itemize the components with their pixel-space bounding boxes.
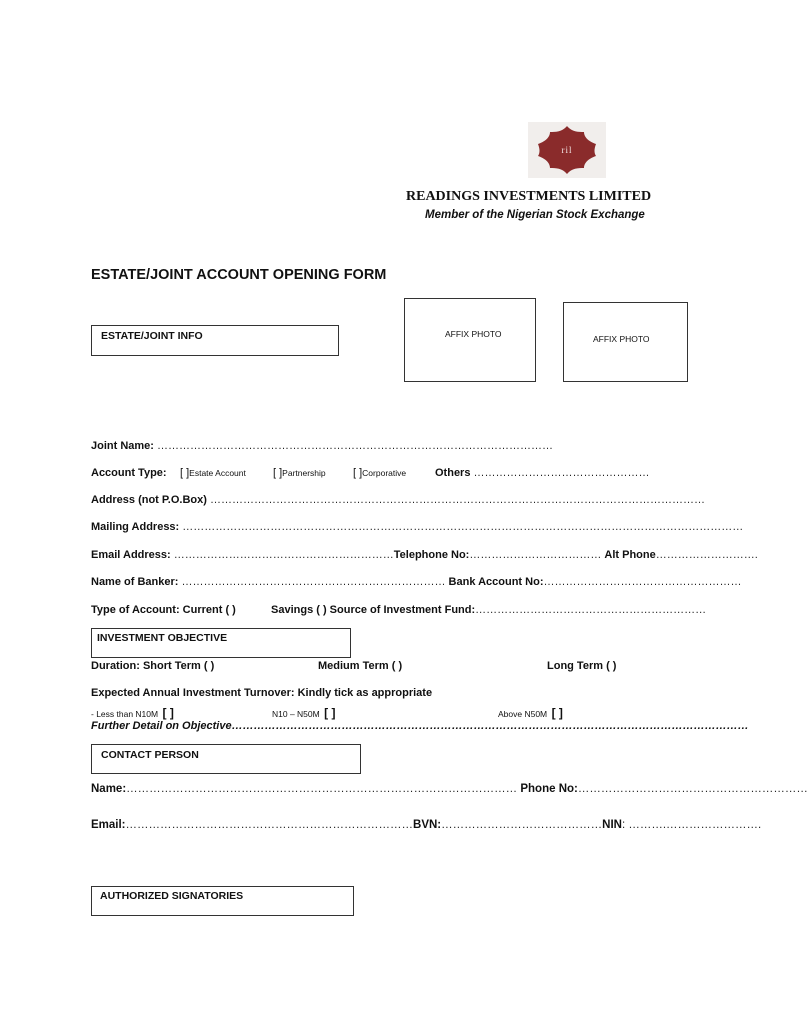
bvn-label: BVN:	[413, 819, 442, 831]
alt-phone-label: Alt Phone	[604, 549, 656, 561]
photo-box-1-label: AFFIX PHOTO	[445, 329, 502, 339]
investment-objective-box	[91, 628, 351, 658]
alt-phone-field[interactable]: ……………………….	[655, 549, 758, 561]
photo-box-2-label: AFFIX PHOTO	[593, 334, 650, 344]
estate-account-label: Estate Account	[189, 468, 246, 478]
others-row	[435, 467, 650, 479]
further-detail-field[interactable]: ……………………………………………………………………………………………………………………………	[231, 720, 749, 732]
duration-medium-term[interactable]: Medium Term ( )	[318, 660, 403, 672]
svg-text:ril: ril	[561, 145, 573, 155]
email-field[interactable]: ……………………………………………………	[173, 549, 394, 561]
partnership-label: Partnership	[282, 468, 326, 478]
nin-label: NIN	[602, 819, 622, 831]
telephone-field[interactable]: ………………………………	[469, 549, 602, 561]
authorized-signatories-box	[91, 886, 354, 916]
contact-name-field[interactable]: …………………………………………………………………………………………	[126, 783, 518, 795]
others-field[interactable]: …………………………………………	[473, 467, 650, 479]
source-of-fund-field[interactable]: ………………………………………………………	[475, 604, 707, 616]
investment-objective-label: INVESTMENT OBJECTIVE	[97, 632, 228, 644]
turnover-option-1-checkbox[interactable]: [ ]	[162, 706, 174, 720]
duration-short-term[interactable]: Duration: Short Term ( )	[91, 660, 215, 672]
further-detail-row	[91, 720, 749, 732]
telephone-label: Telephone No:	[393, 549, 470, 561]
joint-name-field[interactable]: ………………………………………………………………………………………………	[157, 440, 554, 452]
photo-box-2[interactable]	[563, 302, 688, 382]
corporative-option[interactable]	[353, 467, 406, 479]
contact-phone-field[interactable]: ……………………………………………………	[577, 783, 808, 795]
turnover-option-3-checkbox[interactable]: [ ]	[551, 706, 563, 720]
estate-joint-info-box	[91, 325, 339, 356]
type-of-account-label[interactable]: Type of Account: Current ( )	[91, 604, 236, 616]
contact-phone-label: Phone No:	[520, 783, 578, 795]
account-type-row	[91, 467, 167, 479]
form-title: ESTATE/JOINT ACCOUNT OPENING FORM	[91, 267, 387, 283]
savings-source-label[interactable]: Savings ( ) Source of Investment Fund:	[271, 604, 476, 616]
contact-person-label: CONTACT PERSON	[101, 749, 199, 761]
mailing-row	[91, 521, 743, 533]
turnover-option-3-label: Above N50M	[498, 709, 548, 719]
account-type-label: Account Type:	[91, 467, 167, 479]
company-logo	[528, 122, 606, 178]
further-detail-label: Further Detail on Objective	[91, 720, 232, 732]
estate-joint-info-label: ESTATE/JOINT INFO	[101, 330, 203, 342]
banker-field[interactable]: ………………………………………………………………	[181, 576, 446, 588]
contact-email-row	[91, 819, 761, 831]
address-row	[91, 494, 705, 506]
authorized-signatories-label: AUTHORIZED SIGNATORIES	[100, 890, 244, 902]
estate-account-option[interactable]	[180, 467, 246, 479]
savings-source-row	[271, 604, 706, 616]
joint-name-label: Joint Name:	[91, 440, 154, 452]
partnership-option[interactable]	[273, 467, 326, 479]
banker-label: Name of Banker:	[91, 576, 179, 588]
contact-person-box	[91, 744, 361, 774]
bank-account-field[interactable]: ………………………………………………	[543, 576, 742, 588]
bank-account-label: Bank Account No:	[448, 576, 544, 588]
email-row	[91, 549, 758, 561]
contact-name-row	[91, 783, 808, 795]
corporative-checkbox[interactable]: [ ]	[353, 467, 363, 479]
bvn-field[interactable]: ……………………………………	[441, 819, 603, 831]
duration-long-term[interactable]: Long Term ( )	[547, 660, 617, 672]
address-field[interactable]: ………………………………………………………………………………………………………………………	[210, 494, 705, 506]
others-label: Others	[435, 467, 471, 479]
banker-row	[91, 576, 741, 588]
turnover-option-2-label: N10 – N50M	[272, 709, 320, 719]
joint-name-row	[91, 440, 553, 452]
address-label: Address (not P.O.Box)	[91, 494, 207, 506]
partnership-checkbox[interactable]: [ ]	[273, 467, 283, 479]
email-label: Email Address:	[91, 549, 171, 561]
corporative-label: Corporative	[362, 468, 407, 478]
contact-email-label: Email:	[91, 819, 126, 831]
contact-email-field[interactable]: …………………………………………………………………	[125, 819, 414, 831]
nin-field[interactable]: : ……….…………………….	[621, 819, 762, 831]
photo-box-1[interactable]	[404, 298, 536, 382]
mailing-field[interactable]: ………………………………………………………………………………………………………………………………………	[182, 521, 744, 533]
contact-name-label: Name:	[91, 783, 127, 795]
turnover-label: Expected Annual Investment Turnover: Kindly tick as appropriate	[91, 687, 433, 699]
turnover-option-1-label: - Less than N10M	[91, 709, 159, 719]
estate-account-checkbox[interactable]: [ ]	[180, 467, 190, 479]
company-tagline: Member of the Nigerian Stock Exchange	[425, 209, 645, 221]
logo-emblem-icon	[528, 122, 606, 178]
turnover-option-2-checkbox[interactable]: [ ]	[324, 706, 336, 720]
mailing-label: Mailing Address:	[91, 521, 180, 533]
company-name: READINGS INVESTMENTS LIMITED	[406, 189, 652, 204]
